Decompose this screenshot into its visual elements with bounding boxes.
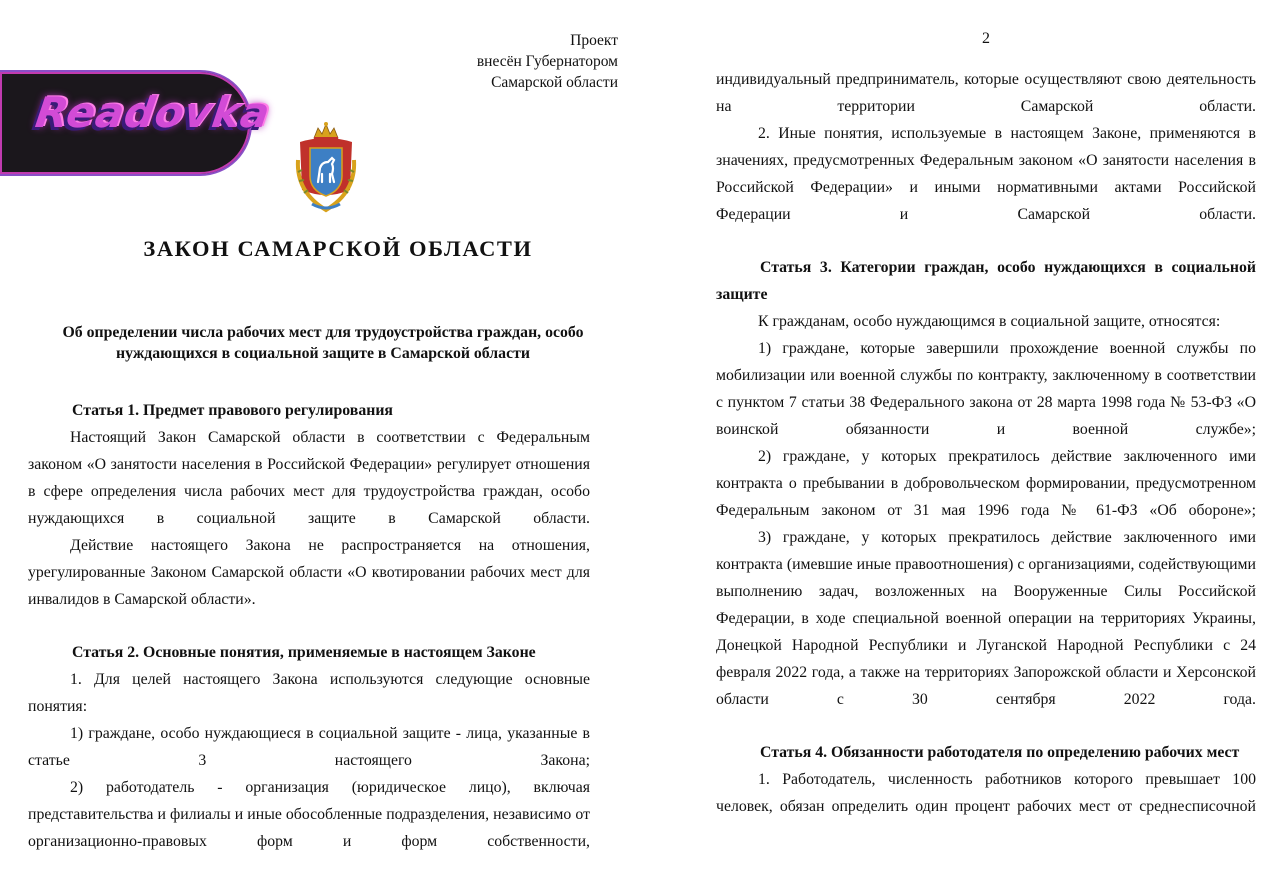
samara-coat-of-arms-icon [292, 120, 360, 216]
project-line: Самарской области [491, 74, 618, 91]
article-4-title: Статья 4. Обязанности работодателя по определению рабочих мест [760, 744, 1240, 761]
right-body [716, 66, 1256, 820]
article-1-paragraph-2: Действие настоящего Закона не распространяется на отношения, урегулированные Законом Самарской области «О квотировании рабочих мест для инвалидов в Самарской области». [28, 537, 590, 608]
article-1-paragraph-1: Настоящий Закон Самарской области в соответствии с Федеральным законом «О занятости населения в Российской Федерации» регулирует отношения в сфере определения числа рабочих мест для трудоустройства граждан, особо нуждающихся в социальной защите в Самарской области. [28, 429, 590, 527]
project-line: Проект [570, 32, 618, 49]
article-2-paragraph-1: 1. Для целей настоящего Закона используются следующие основные понятия: [28, 671, 590, 715]
article-2-paragraph-2: 1) граждане, особо нуждающиеся в социальной защите - лица, указанные в статье 3 настоящего Закона; [28, 725, 590, 769]
article-2-title: Статья 2. Основные понятия, применяемые в настоящем Законе [72, 644, 536, 661]
page-number: 2 [982, 30, 990, 47]
law-subtitle [28, 322, 618, 364]
project-note [428, 30, 618, 93]
left-body [28, 397, 590, 855]
readovka-logo [0, 70, 274, 176]
project-line: внесён Губернатором [476, 53, 618, 70]
article-1-title: Статья 1. Предмет правового регулирования [72, 402, 393, 419]
article-3-item-1: 1) граждане, которые завершили прохождение военной службы по мобилизации или военной службы по контракту, заключенному в соответствии с пунктом 7 статьи 38 Федерального закона от 28 марта 1998 года № 53-ФЗ «О воинской обязанности и военной службе»; [716, 340, 1256, 438]
article-3-item-3: 3) граждане, у которых прекратилось действие заключенного ими контракта (имевшие иные правоотношения) с организациями, содействующими выполнению задач, возложенных на Вооруженные Силы Российской Федерации, в ходе специальной военной операции на территориях Украины, Донецкой Народной Республики и Луганской Народной Республики с 24 февраля 2022 года, а также на территориях Запорожской области и Херсонской области с 30 сентября 2022 года. [716, 529, 1256, 708]
continuation-paragraph: индивидуальный предприниматель, которые осуществляют свою деятельность на территории Самарской области. [716, 71, 1256, 115]
article-2-paragraph-3: 2) работодатель - организация (юридическое лицо), включая представительства и филиалы и иные обособленные подразделения, независимо от организационно-правовых форм и форм собственности, [28, 779, 590, 850]
article-3-intro: К гражданам, особо нуждающимся в социальной защите, относятся: [758, 313, 1221, 330]
article-3-title: Статья 3. Категории граждан, особо нуждающихся в социальной защите [716, 259, 1256, 303]
subtitle-line: Об определении числа рабочих мест для трудоустройства граждан, особо [62, 324, 584, 341]
law-title: ЗАКОН САМАРСКОЙ ОБЛАСТИ [143, 236, 533, 261]
logo-text: Readovka [32, 88, 274, 137]
article-4-paragraph-1: 1. Работодатель, численность работников которого превышает 100 человек, обязан определить один процент рабочих мест от среднесписочной [716, 771, 1256, 815]
article-2-paragraph-4: 2. Иные понятия, используемые в настоящем Законе, применяются в значениях, предусмотренных Федеральным законом «О занятости населения в Российской Федерации» и иными нормативными актами Российской Федерации и Самарской области. [716, 125, 1256, 223]
subtitle-line: нуждающихся в социальной защите в Самарской области [116, 345, 530, 362]
article-3-item-2: 2) граждане, у которых прекратилось действие заключенного ими контракта о пребывании в добровольческом формировании, предусмотренном Федеральным законом от 31 мая 1996 года № 61-ФЗ «Об обороне»; [716, 448, 1256, 519]
